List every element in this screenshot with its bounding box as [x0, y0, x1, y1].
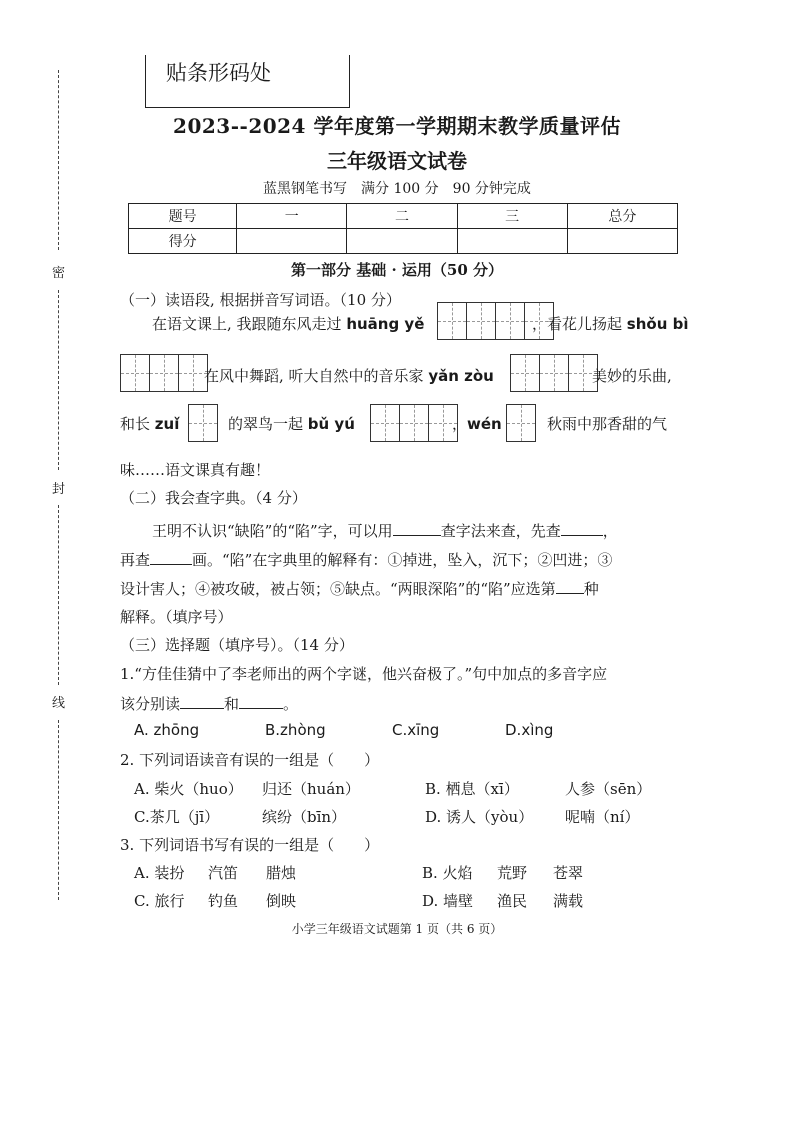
- q3-option-c-2: 钓鱼: [208, 892, 239, 910]
- score-cell: [237, 229, 347, 254]
- q1-option-c: C.xīng: [392, 721, 440, 739]
- q1-option-d: D.xìng: [505, 721, 554, 739]
- q1-text: 和: [224, 695, 240, 713]
- exam-subtitle: 三年级语文试卷: [327, 149, 467, 173]
- answer-grid-shoubi[interactable]: [120, 354, 208, 392]
- section3-heading: （三）选择题（填序号）。（14 分）: [120, 636, 354, 654]
- s2-line4: 解释。（填序号）: [120, 608, 233, 626]
- s1-line3-text-a: [120, 413, 179, 434]
- q3-option-b-3: 苍翠: [553, 864, 584, 882]
- score-table-score-row: [129, 229, 678, 254]
- page-footer: 小学三年级语文试题第 1 页（共 6 页）: [291, 922, 503, 936]
- binding-line-bottom: [58, 720, 59, 900]
- blank-radical[interactable]: [561, 519, 603, 536]
- s2-text: 王明不认识“缺陷”的“陷”字，可以用: [152, 522, 393, 540]
- s2-text: ，: [602, 522, 618, 540]
- blank-meaning-number[interactable]: [556, 577, 584, 594]
- q3-option-b-1: B. 火焰: [422, 864, 473, 882]
- q3-option-d-2: 渔民: [497, 892, 528, 910]
- barcode-area: [145, 55, 350, 108]
- s1-line3-text-b: [228, 413, 355, 434]
- answer-grid-buyu[interactable]: [370, 404, 458, 442]
- score-table: [128, 203, 678, 254]
- q1-text-b: [120, 692, 298, 714]
- s1-line3-text-d: 秋雨中那香甜的气: [547, 415, 668, 433]
- margin-char-feng: 封: [52, 482, 66, 497]
- s2-text: 设计害人；④被攻破，被占领；⑤缺点。“两眼深陷”的“陷”应选第: [120, 580, 556, 598]
- s1-text: 和长: [120, 415, 155, 433]
- pinyin-yanzou: yǎn zòu: [428, 367, 494, 385]
- q2-option-c-1: C.茶几（jī）: [134, 808, 220, 826]
- q2-option-d-2: 呢喃（ní）: [565, 808, 640, 826]
- s2-line2: [120, 548, 612, 570]
- score-cell: 二: [347, 204, 457, 229]
- score-cell: [457, 229, 567, 254]
- q2-option-b-1: B. 栖息（xī）: [425, 780, 519, 798]
- q3-option-b-2: 荒野: [497, 864, 528, 882]
- pinyin-zui: zuǐ: [154, 415, 180, 433]
- answer-grid-wen[interactable]: [506, 404, 536, 442]
- q2-option-a-1: A. 柴火（huo）: [134, 780, 243, 798]
- section1-heading: （一）读语段, 根据拼音写词语。（10 分）: [120, 291, 401, 309]
- score-table-header-row: [129, 204, 678, 229]
- s1-text: 在风中舞蹈, 听大自然中的音乐家: [204, 367, 429, 385]
- s2-text: 画。“陷”在字典里的解释有：①掉进，坠入，沉下；②凹进；③: [192, 551, 613, 569]
- score-cell: [347, 229, 457, 254]
- q2-option-a-2: 归还（huán）: [262, 780, 360, 798]
- s1-line2-text-b: 美妙的乐曲,: [592, 367, 672, 385]
- s1-text: 的翠鸟一起: [228, 415, 308, 433]
- s1-line3-text-c: [452, 413, 502, 434]
- s1-text: ，看花儿扬起: [532, 315, 627, 333]
- barcode-label: 贴条形码处: [166, 61, 271, 85]
- score-cell: [567, 229, 677, 254]
- blank-q1-first[interactable]: [180, 692, 224, 709]
- pinyin-shoubi: shǒu bì: [626, 315, 689, 333]
- q3-option-d-3: 满载: [553, 892, 584, 910]
- s1-text: 在语文课上, 我跟随东风走过: [152, 315, 347, 333]
- q1-option-a: A. zhōng: [134, 721, 200, 739]
- q3-option-a-1: A. 装扮: [134, 864, 185, 882]
- score-cell: 三: [457, 204, 567, 229]
- q3-option-a-2: 汽笛: [208, 864, 239, 882]
- part1-title: 第一部分 基础 · 运用（50 分）: [291, 261, 503, 279]
- q2-text: 2. 下列词语读音有误的一组是（ ）: [120, 751, 380, 769]
- score-cell: 得分: [129, 229, 237, 254]
- binding-line-lower: [58, 505, 59, 685]
- blank-q1-second[interactable]: [239, 692, 283, 709]
- pinyin-buyu: bǔ yú: [307, 415, 355, 433]
- s1-line4: 味……语文课真有趣！: [120, 461, 271, 479]
- s2-line1: [152, 519, 618, 541]
- q1-text: 该分别读: [120, 695, 181, 713]
- q2-option-b-2: 人参（sēn）: [565, 780, 652, 798]
- q3-option-c-3: 倒映: [266, 892, 297, 910]
- q3-option-c-1: C. 旅行: [134, 892, 185, 910]
- q1-option-b: B.zhòng: [265, 721, 326, 739]
- q3-text: 3. 下列词语书写有误的一组是（ ）: [120, 836, 380, 854]
- score-cell: 一: [237, 204, 347, 229]
- s1-line1-text-b: [532, 313, 688, 334]
- pinyin-wen: wén: [467, 415, 502, 433]
- section2-heading: （二）我会查字典。（4 分）: [120, 489, 307, 507]
- score-cell: 总分: [567, 204, 677, 229]
- blank-lookup-method[interactable]: [393, 519, 441, 536]
- pinyin-huangye: huāng yě: [346, 315, 425, 333]
- q3-option-d-1: D. 墙壁: [422, 892, 474, 910]
- answer-grid-zui[interactable]: [188, 404, 218, 442]
- q1-text: 。: [283, 695, 299, 713]
- q1-text-a: 1.“方佳佳猜中了李老师出的两个字谜，他兴奋极了。”句中加点的多音字应: [120, 665, 608, 683]
- q3-option-a-3: 腊烛: [266, 864, 297, 882]
- score-cell: 题号: [129, 204, 237, 229]
- s2-text: 再查: [120, 551, 151, 569]
- s2-text: 查字法来查，先查: [440, 522, 561, 540]
- margin-char-xian: 线: [52, 696, 66, 711]
- q2-option-d-1: D. 诱人（yòu）: [425, 808, 534, 826]
- answer-grid-yanzou[interactable]: [510, 354, 598, 392]
- s2-text: 种: [583, 580, 599, 598]
- exam-info: 蓝黑钢笔书写 满分 100 分 90 分钟完成: [263, 181, 531, 197]
- s1-text: ，: [452, 415, 468, 433]
- q2-option-c-2: 缤纷（bīn）: [262, 808, 347, 826]
- binding-line-mid: [58, 290, 59, 470]
- exam-title: 2023--2024 学年度第一学期期末教学质量评估: [173, 114, 621, 138]
- s1-line2-text-a: [204, 365, 494, 386]
- blank-stroke-count[interactable]: [150, 548, 192, 565]
- s1-line1-text-a: [152, 313, 424, 334]
- margin-char-mi: 密: [52, 266, 66, 281]
- s2-line3: [120, 577, 599, 599]
